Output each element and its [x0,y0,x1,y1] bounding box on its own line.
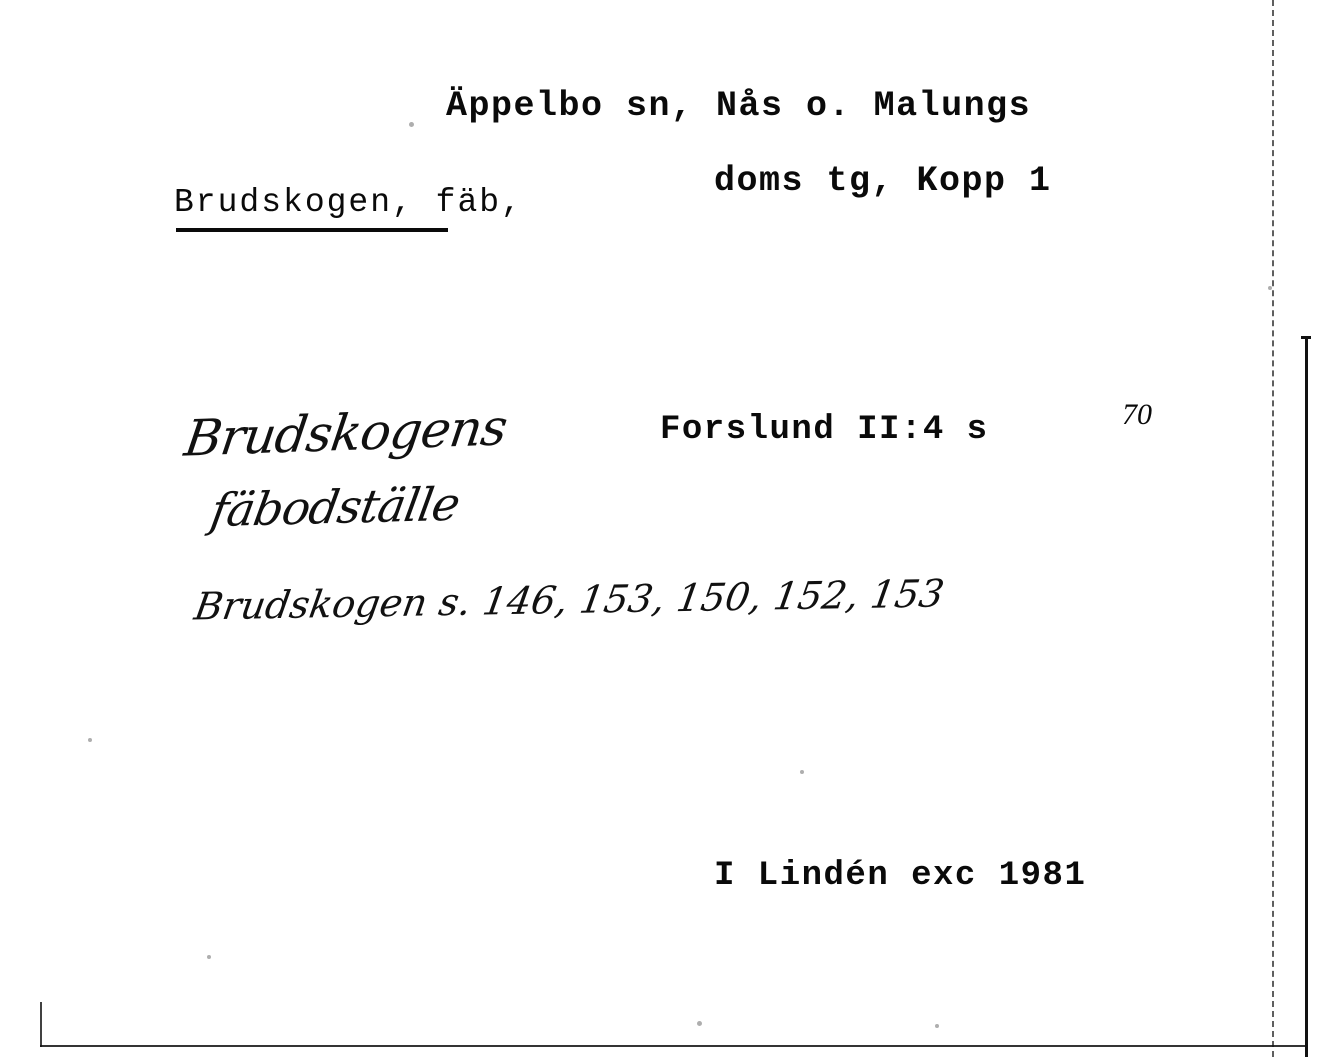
handwritten-line-1: Brudskogens [181,398,511,468]
scan-speck [697,1021,702,1026]
place-name-underline [176,228,448,232]
footer-credit: I Lindén exc 1981 [714,857,1087,895]
card-edge-right-line [1305,336,1308,1057]
scan-speck [1268,286,1272,290]
heading-line-2: doms tg, Kopp 1 [714,161,1052,201]
scan-speck [88,738,92,742]
source-reference: Forslund II:4 s [660,411,989,449]
scan-speck [800,770,804,774]
place-name-label: Brudskogen, fäb, [174,184,523,221]
scan-speck [409,122,414,127]
handwritten-line-3: Brudskogen s. 146, 153, 150, 152, 153 [191,571,948,629]
card-edge-dashed-line [1272,0,1274,1057]
heading-line-1: Äppelbo sn, Nås o. Malungs [446,86,1032,126]
card-edge-bottom-line [40,1045,1305,1047]
scan-speck [935,1024,939,1028]
card-edge-left-tick [40,1002,42,1047]
source-page-number: 70 [1122,398,1152,431]
scan-speck [207,955,211,959]
card-edge-corner-tick [1301,336,1311,339]
handwritten-line-2: fäbodställe [206,476,464,538]
